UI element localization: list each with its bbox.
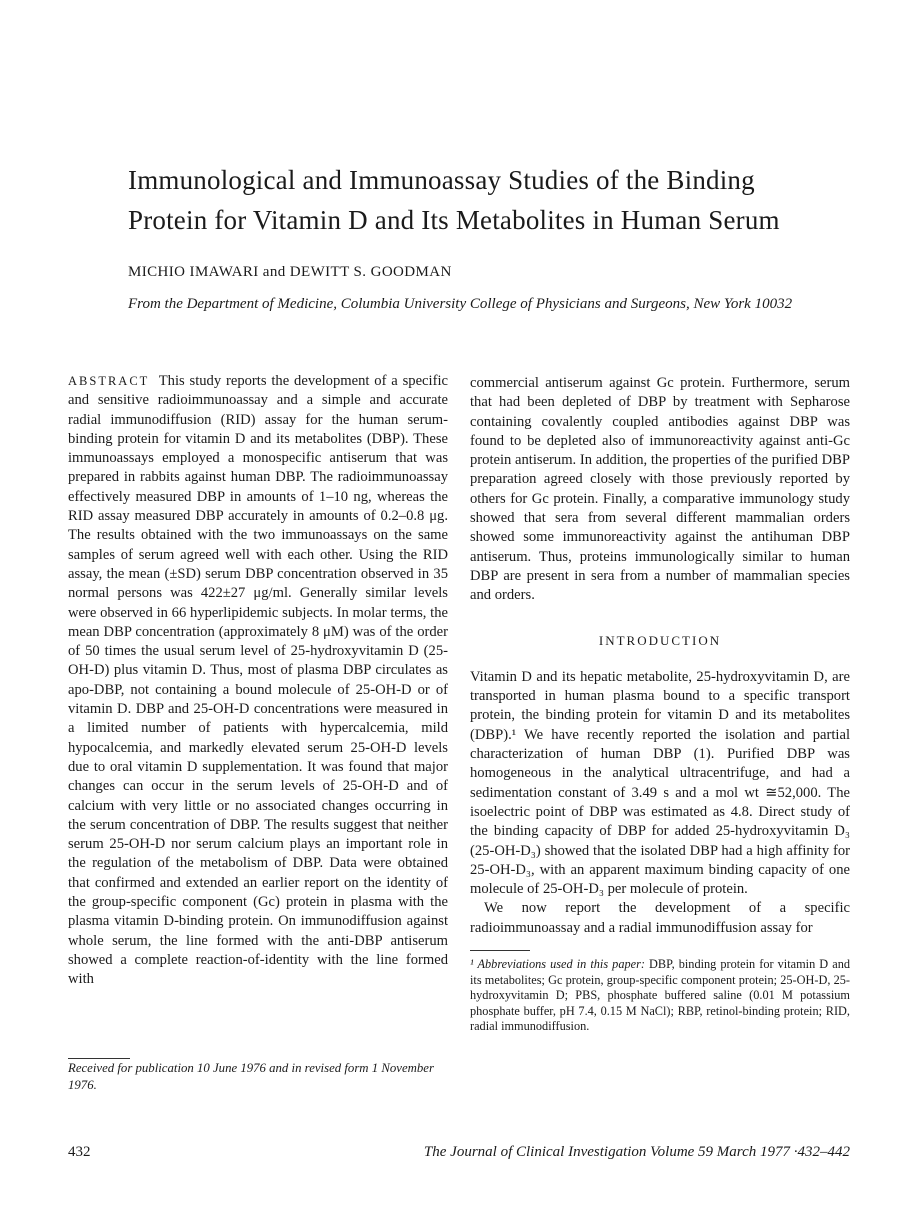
abstract-label: ABSTRACT — [68, 374, 150, 388]
journal-citation: The Journal of Clinical Investigation Volume 59 March 1977 ·432–442 — [423, 1144, 850, 1160]
footnote-rule-right — [470, 950, 530, 951]
footnote — [470, 957, 850, 1035]
page-number: 432 — [68, 1144, 91, 1160]
intro-paragraph-2: We now report the development of a specific radioimmunoassay and a radial immunodiffusion assay for — [470, 900, 850, 936]
footnote-rule-left — [68, 1058, 130, 1059]
article-title — [128, 160, 858, 240]
footnote-text: DBP, binding protein for vitamin D and its metabolites; Gc protein, group-specific component protein; 25-OH-D, 25-hydroxyvitamin D; PBS, phosphate buffered saline (0.01 M potassium phosphate buffer, pH 7.4, 0.15 M NaCl); RBP, retinol-binding protein; RID, radial immunodiffusion. — [470, 957, 850, 1034]
abstract — [68, 372, 448, 990]
right-column — [470, 374, 850, 1035]
authors: MICHIO IMAWARI and DEWITT S. GOODMAN — [128, 264, 452, 280]
affiliation: From the Department of Medicine, Columbia University College of Physicians and Surgeons, New York 10032 — [128, 296, 793, 312]
abstract-continued: commercial antiserum against Gc protein. Furthermore, serum that had been depleted of DBP by treatment with Sepharose containing covalently coupled antibodies against DBP was found to be depleted also of immunoreactivity against anti-Gc protein antiserum. In addition, the properties of the purified DBP preparation agreed closely with those previously reported by others for Gc protein. Finally, a comparative immunology study showed that sera from several different mammalian orders showed some immunoreactivity against the antihuman DBP antiserum. Thus, proteins immunologically similar to human DBP are present in sera from a number of mammalian species and orders. — [470, 375, 850, 604]
footnote-label: ¹ Abbreviations used in this paper: — [470, 957, 645, 972]
abstract-text: This study reports the development of a specific and sensitive radioimmunoassay and a simple and accurate radial immunodiffusion (RID) assay for the human serum-binding protein for vitamin D and its metabolites (DBP). These immunoassays employed a monospecific antiserum that was prepared in rabbits against human DBP. The radioimmunoassay effectively measured DBP in amounts of 1–10 ng, whereas the RID assay measured DBP accurately in amounts of 0.2–0.8 μg. The results obtained with the two immunoassays on the same samples of serum agreed well with each other. Using the RID assay, the mean (±SD) serum DBP concentration observed in 35 normal persons was 422±27 μg/ml. Generally similar levels were observed in 66 hyperlipidemic subjects. In molar terms, the mean DBP concentration (approximately 8 μM) was of the order of 50 times the usual serum level of 25-hydroxyvitamin D (25-OH-D) plus vitamin D. Thus, most of plasma DBP circulates as apo-DBP, not containing a bound molecule of 25-OH-D or of vitamin D. DBP and 25-OH-D concentrations were measured in a limited number of patients with hypercalcemia, mild hypocalcemia, and markedly elevated serum 25-OH-D levels due to oral vitamin D supplementation. It was found that major changes can occur in the serum levels of 25-OH-D and of calcium with very little or no associated changes occurring in the serum concentration of DBP. The results suggest that neither serum 25-OH-D nor serum calcium plays an important role in the regulation of the metabolism of DBP. Data were obtained that confirmed and extended an earlier report on the identity of the group-specific component (Gc) protein in plasma with the plasma vitamin D-binding protein. On immunodiffusion against whole serum, the line formed with the anti-DBP antiserum showed a complete reaction-of-identity with the line formed with — [68, 373, 448, 988]
introduction-heading: INTRODUCTION — [598, 632, 722, 648]
title-line-2: Protein for Vitamin D and Its Metabolites in Human Serum — [128, 205, 780, 235]
title-line-1: Immunological and Immunoassay Studies of the Binding — [128, 165, 755, 195]
left-column — [68, 372, 448, 990]
received-note: Received for publication 10 June 1976 and in revised form 1 November 1976. — [68, 1061, 434, 1092]
intro-paragraph-1: Vitamin D and its hepatic metabolite, 25-hydroxyvitamin D, are transported in human plasma bound to a specific transport protein, the binding protein for vitamin D and its metabolites (DBP).¹ We have recently reported the isolation and partial characterization of human DBP (1). Purified DBP was homogeneous in the analytical ultracentrifuge, and had a sedimentation constant of 3.49 s and a mol wt ≅52,000. The isoelectric point of DBP was estimated as 4.8. Direct study of the binding capacity of DBP for added 25-hydroxyvitamin D₃ (25-OH-D₃) showed that the isolated DBP had a high affinity for 25-OH-D₃, with an apparent maximum binding capacity of one molecule of 25-OH-D₃ per molecule of protein. — [470, 668, 850, 898]
